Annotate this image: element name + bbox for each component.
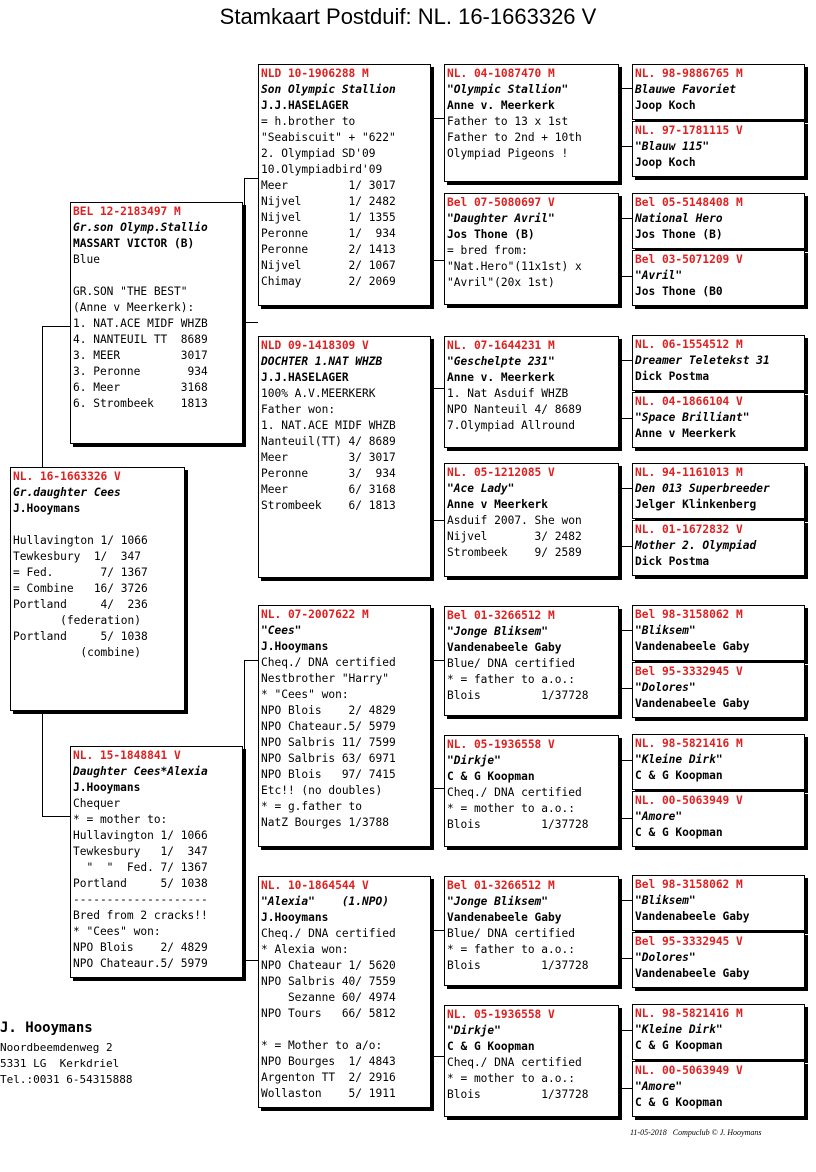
card-line: Father to 2nd + 10th [447,131,582,144]
breeder-name: Vandenabeele Gaby [447,911,562,924]
connector-line [620,218,621,276]
pigeon-name: "Dirkje" [447,1024,501,1037]
card-line: Asduif 2007. She won [447,514,582,527]
connector-line [244,660,258,661]
pigeon-name: "Amore" [635,810,683,823]
ring-number: NL. 98-9886765 M [635,67,743,80]
breeder-name: Vandenabeele Gaby [635,697,750,710]
pigeon-card-gen3 [444,876,619,986]
connector-line [42,326,70,327]
ring-number: NL. 98-5821416 M [635,1007,743,1020]
pigeon-card-gen4 [632,875,805,931]
card-line [73,268,240,284]
card-line: Chequer [73,797,121,810]
breeder-name: Jos Thone (B) [447,228,535,241]
pigeon-name: "Jonge Bliksem" [447,895,549,908]
connector-line [432,118,444,119]
ring-number: Bel 01-3266512 M [447,609,555,622]
card-line: NPO Bourges 1/ 4843 [261,1055,396,1068]
card-line: Cheq./ DNA certified [261,656,396,669]
ring-number: NL. 04-1087470 M [447,67,555,80]
ring-number: Bel 05-5148408 M [635,196,743,209]
card-line: Father to 13 x 1st [447,115,569,128]
connector-line [620,488,632,489]
card-line: Nijvel 1/ 1355 [261,211,396,224]
ring-number: NL. 07-1644231 M [447,339,555,352]
card-line: Tewkesbury 1/ 347 [73,845,208,858]
pigeon-name: "Avril" [635,269,683,282]
pigeon-name: "Daughter Avril" [447,212,555,225]
ring-number: Bel 95-3332945 V [635,665,743,678]
pigeon-name: "Kleine Dirk" [635,1023,723,1036]
connector-line [244,960,258,961]
card-line: NPO Blois 2/ 4829 [73,941,208,954]
ring-number: NL. 15-1848841 V [73,749,181,762]
card-line: Blois 1/37728 [447,689,589,702]
breeder-name: Dick Postma [635,370,710,383]
card-line: * = g.father to [261,800,363,813]
ring-number: NLD 09-1418309 V [261,339,369,352]
pigeon-card-gen4 [632,1004,805,1060]
connector-line [620,760,632,761]
ring-number: NL. 94-1161013 M [635,466,743,479]
pigeon-card-gen4 [632,463,805,519]
breeder-name: Vandenabeele Gaby [447,641,562,654]
owner-city: 5331 LG Kerkdriel [0,1057,120,1070]
pigeon-card-gen3 [444,193,619,305]
card-line: (federation) [13,614,141,627]
card-line: Hullavington 1/ 1066 [13,534,148,547]
card-line: NPO Tours 66/ 5812 [261,1007,396,1020]
pigeon-name: "Bliksem" [635,894,696,907]
card-line: 3. Peronne 934 [73,365,208,378]
card-line: * Alexia won: [261,943,349,956]
card-line: "Avril"(20x 1st) [447,276,555,289]
connector-line [620,630,632,631]
ring-number: NL. 97-1781115 V [635,124,743,137]
connector-line [620,418,632,419]
card-line: Portland 4/ 236 [13,598,148,611]
ring-number: NL. 05-1212085 V [447,466,555,479]
breeder-name: Anne v Meerkerk [447,498,549,511]
connector-line [620,1030,632,1031]
owner-address: Noordbeemdenweg 2 [0,1041,113,1054]
card-line: Wollaston 5/ 1911 [261,1087,396,1100]
pigeon-card-dam [70,746,243,978]
card-line: Blue/ DNA certified [447,927,575,940]
card-line: Chimay 2/ 2069 [261,275,396,288]
card-line: NPO Blois 2/ 4829 [261,704,396,717]
connector-line [620,88,621,146]
pigeon-card-gen4 [632,193,805,249]
card-line: Olympiad Pigeons ! [447,147,569,160]
card-line: NPO Blois 97/ 7415 [261,768,396,781]
card-line: NatZ Bourges 1/3788 [261,816,389,829]
card-line: * "Cees" won: [261,688,349,701]
connector-line [620,760,621,818]
ring-number: Bel 07-5080697 V [447,196,555,209]
connector-line [244,322,258,323]
pigeon-card-gen4 [632,250,805,306]
card-line: 100% A.V.MEERKERK [261,387,376,400]
ring-number: NL. 05-1936558 V [447,738,555,751]
connector-line [42,326,43,468]
owner-block [0,1020,132,1088]
card-line: Nijvel 2/ 1067 [261,259,396,272]
pigeon-name: Gr.son Olymp.Stallio [73,221,208,234]
card-line: Blue [73,253,100,266]
breeder-name: J.Hooymans [73,781,141,794]
card-line: -------------------- [73,893,208,906]
breeder-name: Anne v. Meerkerk [447,99,555,112]
pigeon-card-subject [10,467,185,711]
card-line: NPO Chateaur.5/ 5979 [261,720,396,733]
card-line: 1. Nat Asduif WHZB [447,387,569,400]
pigeon-card-gen4 [632,662,805,718]
pigeon-name: "Alexia" (1.NPO) [261,895,389,908]
card-line: 2. Olympiad SD'09 [261,147,376,160]
pigeon-card-gen4 [632,605,805,661]
pigeon-name: "Dirkje" [447,754,501,767]
card-line: " " Fed. 7/ 1367 [73,861,208,874]
breeder-name: C & G Koopman [635,1039,723,1052]
pigeon-card-gen3 [444,336,619,448]
connector-line [620,488,621,546]
breeder-name: C & G Koopman [635,769,723,782]
connector-line [620,218,632,219]
breeder-name: Vandenabeele Gaby [635,967,750,980]
ring-number: NL. 98-5821416 M [635,737,743,750]
pigeon-name: Blauwe Favoriet [635,83,737,96]
card-line: Tewkesbury 1/ 347 [13,550,141,563]
ring-number: NL. 05-1936558 V [447,1008,555,1021]
card-line: (Anne v Meerkerk): [73,301,195,314]
card-line: = h.brother to [261,115,356,128]
card-line: Cheq./ DNA certified [447,786,582,799]
pigeon-card-gen3 [444,463,619,577]
card-line: NPO Salbris 63/ 6971 [261,752,396,765]
card-line: Cheq./ DNA certified [447,1056,582,1069]
card-line: Blois 1/37728 [447,818,589,831]
pigeon-name: "Bliksem" [635,624,696,637]
pigeon-card-gen4 [632,1061,805,1117]
breeder-name: Jos Thone (B) [635,228,723,241]
owner-phone: Tel.:0031 6-54315888 [0,1073,133,1086]
pigeon-name: National Hero [635,212,723,225]
card-line: NPO Salbris 40/ 7559 [261,975,396,988]
breeder-name: J.Hooymans [13,502,81,515]
card-line: Strombeek 9/ 2589 [447,546,582,559]
pigeon-card-gen4 [632,932,805,988]
card-line: NPO Chateaur.5/ 5979 [73,957,208,970]
ring-number: NL. 16-1663326 V [13,470,121,483]
pigeon-name: Den 013 Superbreeder [635,482,770,495]
card-line: = Fed. 7/ 1367 [13,566,148,579]
card-line: * = mother to a.o.: [447,1072,575,1085]
connector-line [432,118,433,260]
pigeon-name: Gr.daughter Cees [13,486,121,499]
breeder-name: Vandenabeele Gaby [635,910,750,923]
footer-credit: 11-05-2018 Compuclub © J. Hooymans [630,1128,762,1137]
pigeon-card-gen4 [632,64,805,120]
connector-line [620,146,632,147]
card-line: Blue/ DNA certified [447,657,575,670]
pigeon-card-sire [70,202,243,444]
card-line: 6. Meer 3168 [73,381,208,394]
pigeon-name: Son Olympic Stallion [261,83,396,96]
pigeon-card-dam-sire [258,605,431,847]
breeder-name: J.Hooymans [261,640,329,653]
connector-line [620,900,632,901]
ring-number: Bel 95-3332945 V [635,935,743,948]
pigeon-name: "Dolores" [635,951,696,964]
card-line: * = mother to a.o.: [447,802,575,815]
ring-number: Bel 03-5071209 V [635,253,743,266]
pigeon-name: "Kleine Dirk" [635,753,723,766]
connector-line [620,1030,621,1088]
connector-line [620,276,632,277]
card-line: * = father to a.o.: [447,943,575,956]
breeder-name: C & G Koopman [447,770,535,783]
card-line: NPO Salbris 11/ 7599 [261,736,396,749]
card-line: Nanteuil(TT) 4/ 8689 [261,435,396,448]
pigeon-name: "Dolores" [635,681,696,694]
card-line: Strombeek 6/ 1813 [261,499,396,512]
connector-line [620,958,632,959]
connector-line [620,88,632,89]
card-line: 1. NAT.ACE MIDF WHZB [73,317,208,330]
breeder-name: Vandenabeele Gaby [635,640,750,653]
card-line: * = mother to: [73,813,168,826]
breeder-name: MASSART VICTOR (B) [73,237,195,250]
connector-line [432,388,444,389]
breeder-name: J.J.HASELAGER [261,99,349,112]
card-line: "Nat.Hero"(11x1st) x [447,260,582,273]
pigeon-card-gen3 [444,64,619,182]
connector-line [432,388,433,520]
connector-line [432,260,444,261]
card-line: Blois 1/37728 [447,959,589,972]
pigeon-name: "Space Brilliant" [635,411,750,424]
card-line [13,517,182,533]
pigeon-card-gen3 [444,1005,619,1117]
ring-number: NL. 04-1866104 V [635,395,743,408]
connector-line [620,360,621,418]
card-line: 1. NAT.ACE MIDF WHZB [261,419,396,432]
connector-line [432,520,444,521]
pigeon-name: "Jonge Bliksem" [447,625,549,638]
pigeon-card-gen4 [632,335,805,391]
connector-line [244,660,245,960]
pigeon-card-sire-sire [258,64,431,306]
card-line: (combine) [13,646,141,659]
pigeon-name: Dreamer Teletekst 31 [635,354,770,367]
card-line: Nestbrother "Harry" [261,672,389,685]
connector-line [432,660,433,788]
card-line: GR.SON "THE BEST" [73,285,188,298]
card-line: Peronne 1/ 934 [261,227,396,240]
pigeon-card-gen4 [632,121,805,177]
breeder-name: C & G Koopman [635,826,723,839]
card-line: Hullavington 1/ 1066 [73,829,208,842]
card-line: = bred from: [447,244,528,257]
ring-number: NLD 10-1906288 M [261,67,369,80]
connector-line [432,930,444,931]
breeder-name: Dick Postma [635,555,710,568]
card-line: Meer 1/ 3017 [261,179,396,192]
breeder-name: Joop Koch [635,156,696,169]
card-line: Bred from 2 cracks!! [73,909,208,922]
ring-number: Bel 98-3158062 M [635,608,743,621]
card-line: NPO Nanteuil 4/ 8689 [447,403,582,416]
pigeon-card-gen3 [444,735,619,847]
connector-line [244,178,245,322]
card-line: Nijvel 3/ 2482 [447,530,582,543]
card-line: 3. MEER 3017 [73,349,208,362]
breeder-name: C & G Koopman [635,1096,723,1109]
pigeon-card-gen4 [632,734,805,790]
card-line: Argenton TT 2/ 2916 [261,1071,396,1084]
ring-number: Bel 01-3266512 M [447,879,555,892]
pigeon-name: "Amore" [635,1080,683,1093]
connector-line [42,712,43,816]
page-title: Stamkaart Postduif: NL. 16-1663326 V [219,4,597,29]
ring-number: NL. 00-5063949 V [635,1064,743,1077]
card-line: Peronne 3/ 934 [261,467,396,480]
ring-number: NL. 06-1554512 M [635,338,743,351]
connector-line [620,1088,632,1089]
card-line: * = Mother to a/o: [261,1039,383,1052]
pigeon-name: "Cees" [261,624,302,637]
card-line: * "Cees" won: [73,925,161,938]
breeder-name: Anne v Meerkerk [635,427,737,440]
ring-number: Bel 98-3158062 M [635,878,743,891]
pigeon-name: "Ace Lady" [447,482,515,495]
pigeon-name: "Geschelpte 231" [447,355,555,368]
connector-line [620,688,632,689]
ring-number: NL. 01-1672832 V [635,523,743,536]
connector-line [620,900,621,958]
connector-line [620,630,621,688]
connector-line [620,546,632,547]
card-line: NPO Chateaur 1/ 5620 [261,959,396,972]
connector-line [432,930,433,1056]
breeder-name: Jos Thone (B0 [635,285,723,298]
card-line: Portland 5/ 1038 [73,877,208,890]
card-line: Blois 1/37728 [447,1088,589,1101]
owner-name: J. Hooymans [0,1020,93,1036]
card-line: 4. NANTEUIL TT 8689 [73,333,208,346]
card-line: "Seabiscuit" + "622" [261,131,396,144]
card-line: Nijvel 1/ 2482 [261,195,396,208]
breeder-name: Anne v. Meerkerk [447,371,555,384]
connector-line [244,178,258,179]
card-line: 7.Olympiad Allround [447,419,575,432]
breeder-name: Joop Koch [635,99,696,112]
card-line: 6. Strombeek 1813 [73,397,208,410]
connector-line [432,1056,444,1057]
ring-number: NL. 07-2007622 M [261,608,369,621]
ring-number: NL. 10-1864544 V [261,879,369,892]
card-line: Sezanne 60/ 4974 [261,991,396,1004]
card-line: 10.Olympiadbird'09 [261,163,383,176]
pigeon-card-gen4 [632,392,805,448]
card-line: Meer 6/ 3168 [261,483,396,496]
card-line: Etc!! (no doubles) [261,784,383,797]
pigeon-name: DOCHTER 1.NAT WHZB [261,355,383,368]
ring-number: BEL 12-2183497 M [73,205,181,218]
breeder-name: C & G Koopman [447,1040,535,1053]
breeder-name: J.J.HASELAGER [261,371,349,384]
ring-number: NL. 00-5063949 V [635,794,743,807]
pigeon-card-sire-dam [258,336,431,578]
pigeon-card-dam-dam [258,876,431,1108]
connector-line [620,818,632,819]
pigeon-card-gen4 [632,791,805,847]
breeder-name: J.Hooymans [261,911,329,924]
card-line: Meer 3/ 3017 [261,451,396,464]
card-line [261,1022,428,1038]
pigeon-name: "Blauw 115" [635,140,710,153]
connector-line [432,660,444,661]
card-line: = Combine 16/ 3726 [13,582,148,595]
card-line: Peronne 2/ 1413 [261,243,396,256]
connector-line [620,360,632,361]
card-line: Cheq./ DNA certified [261,927,396,940]
pigeon-card-gen3 [444,606,619,716]
connector-line [42,816,70,817]
breeder-name: Jelger Klinkenberg [635,498,757,511]
card-line: Father won: [261,403,336,416]
pigeon-card-gen4 [632,520,805,576]
pigeon-name: "Olympic Stallion" [447,83,569,96]
card-line: Portland 5/ 1038 [13,630,148,643]
connector-line [432,788,444,789]
card-line: * = father to a.o.: [447,673,575,686]
pigeon-name: Daughter Cees*Alexia [73,765,208,778]
pigeon-name: Mother 2. Olympiad [635,539,757,552]
